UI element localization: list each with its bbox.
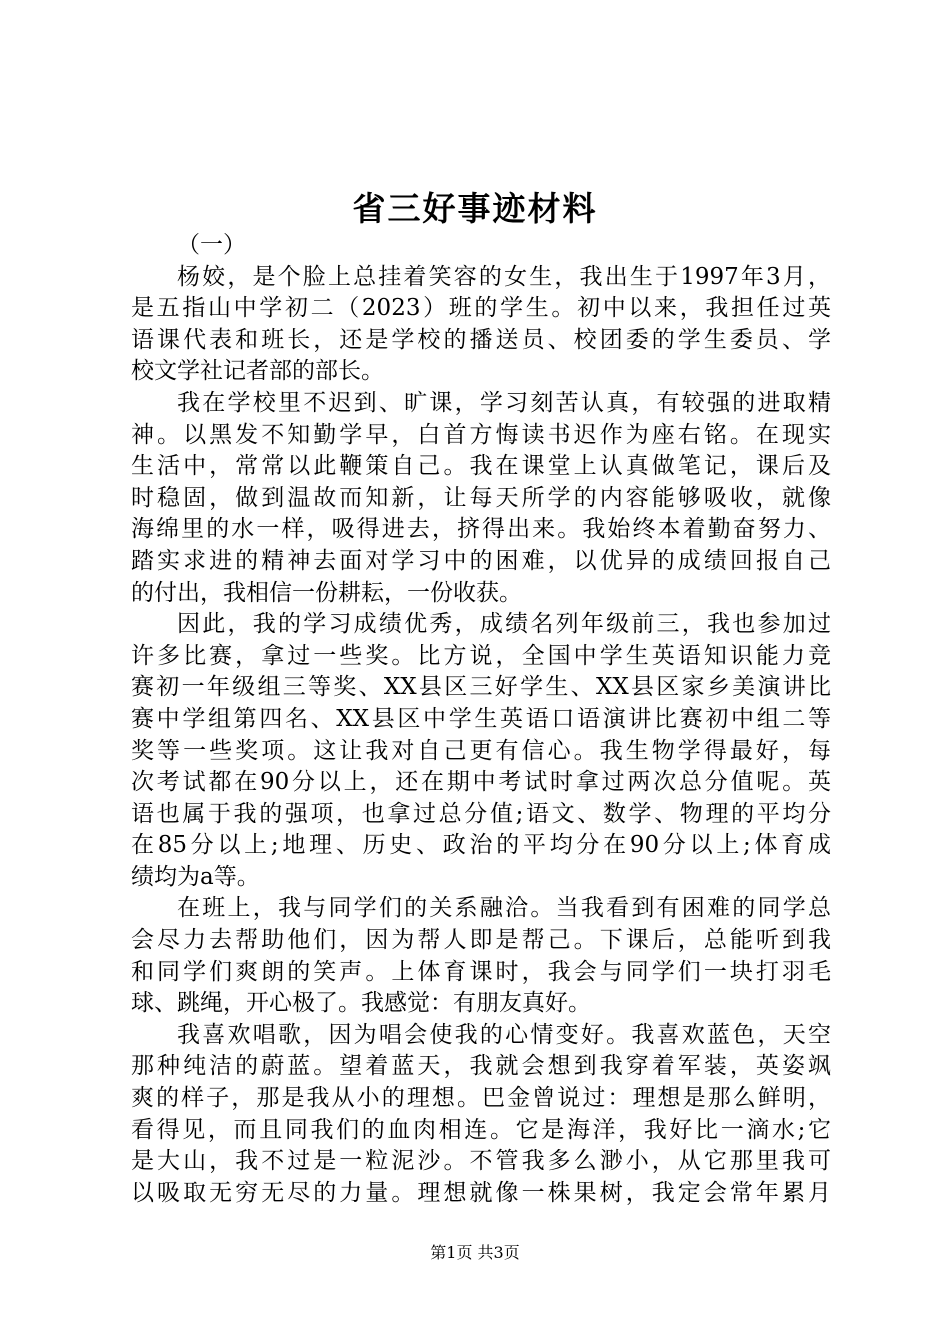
text-line: 看得见，而且同我们的血肉相连。它是海洋，我好比一滴水;它 <box>131 1116 831 1143</box>
text-line: 赛中学组第四名、XX县区中学生英语口语演讲比赛初中组二等 <box>131 705 831 732</box>
text-line: 球、跳绳，开心极了。我感觉：有朋友真好。 <box>131 990 591 1017</box>
text-line: 赛初一年级组三等奖、XX县区三好学生、XX县区家乡美演讲比 <box>131 674 831 701</box>
paragraph-2 <box>131 388 831 609</box>
paragraph-5 <box>131 1020 831 1210</box>
section-label: （一） <box>177 232 246 258</box>
page-footer <box>0 1241 950 1265</box>
text-line: 我喜欢唱歌，因为唱会使我的心情变好。我喜欢蓝色，天空 <box>177 1021 831 1048</box>
text-line: 和同学们爽朗的笑声。上体育课时，我会与同学们一块打羽毛 <box>131 958 831 985</box>
text-line: 是大山，我不过是一粒泥沙。不管我多么渺小，从它那里我可 <box>131 1148 831 1175</box>
text-line: 爽的样子，那是我从小的理想。巴金曾说过：理想是那么鲜明， <box>131 1085 831 1112</box>
text-line: 海绵里的水一样，吸得进去，挤得出来。我始终本着勤奋努力、 <box>131 516 831 543</box>
text-line: 踏实求进的精神去面对学习中的困难，以优异的成绩回报自己 <box>131 547 831 574</box>
text-line: 因此，我的学习成绩优秀，成绩名列年级前三，我也参加过 <box>177 611 831 638</box>
text-line: 是五指山中学初二（2023）班的学生。初中以来，我担任过英 <box>131 295 831 322</box>
text-line: 生活中，常常以此鞭策自己。我在课堂上认真做笔记，课后及 <box>131 453 831 480</box>
text-line: 的付出，我相信一份耕耘，一份收获。 <box>131 579 522 606</box>
page-indicator: 第1页 共3页 <box>430 1243 520 1262</box>
paragraph-4 <box>131 893 831 1019</box>
text-line: 校文学社记者部的部长。 <box>131 358 384 385</box>
text-line: 语也属于我的强项，也拿过总分值;语文、数学、物理的平均分 <box>131 800 831 827</box>
text-line: 语课代表和班长，还是学校的播送员、校团委的学生委员、学 <box>131 326 831 353</box>
text-line: 时稳固，做到温故而知新，让每天所学的内容能够吸收，就像 <box>131 484 831 511</box>
text-line: 会尽力去帮助他们，因为帮人即是帮己。下课后，总能听到我 <box>131 927 831 954</box>
text-line: 在班上，我与同学们的关系融洽。当我看到有困难的同学总 <box>177 895 831 922</box>
text-line: 以吸取无穷无尽的力量。理想就像一株果树，我定会常年累月 <box>131 1179 831 1206</box>
text-line: 次考试都在90分以上，还在期中考试时拿过两次总分值呢。英 <box>131 769 831 796</box>
text-line: 奖等一些奖项。这让我对自己更有信心。我生物学得最好，每 <box>131 737 831 764</box>
document-title: 省三好事迹材料 <box>352 189 598 228</box>
text-line: 我在学校里不迟到、旷课，学习刻苦认真，有较强的进取精 <box>177 389 831 416</box>
paragraph-3 <box>131 609 831 893</box>
text-line: 绩均为a等。 <box>131 863 260 890</box>
text-line: 那种纯洁的蔚蓝。望着蓝天，我就会想到我穿着军装，英姿飒 <box>131 1053 831 1080</box>
text-line: 在85分以上;地理、历史、政治的平均分在90分以上;体育成 <box>131 832 831 859</box>
text-line: 杨姣，是个脸上总挂着笑容的女生，我出生于1997年3月， <box>177 263 831 290</box>
text-line: 许多比赛，拿过一些奖。比方说，全国中学生英语知识能力竞 <box>131 642 831 669</box>
document-body <box>131 230 831 1209</box>
text-line: 神。以黑发不知勤学早，白首方悔读书迟作为座右铭。在现实 <box>131 421 831 448</box>
paragraph-1 <box>131 262 831 388</box>
